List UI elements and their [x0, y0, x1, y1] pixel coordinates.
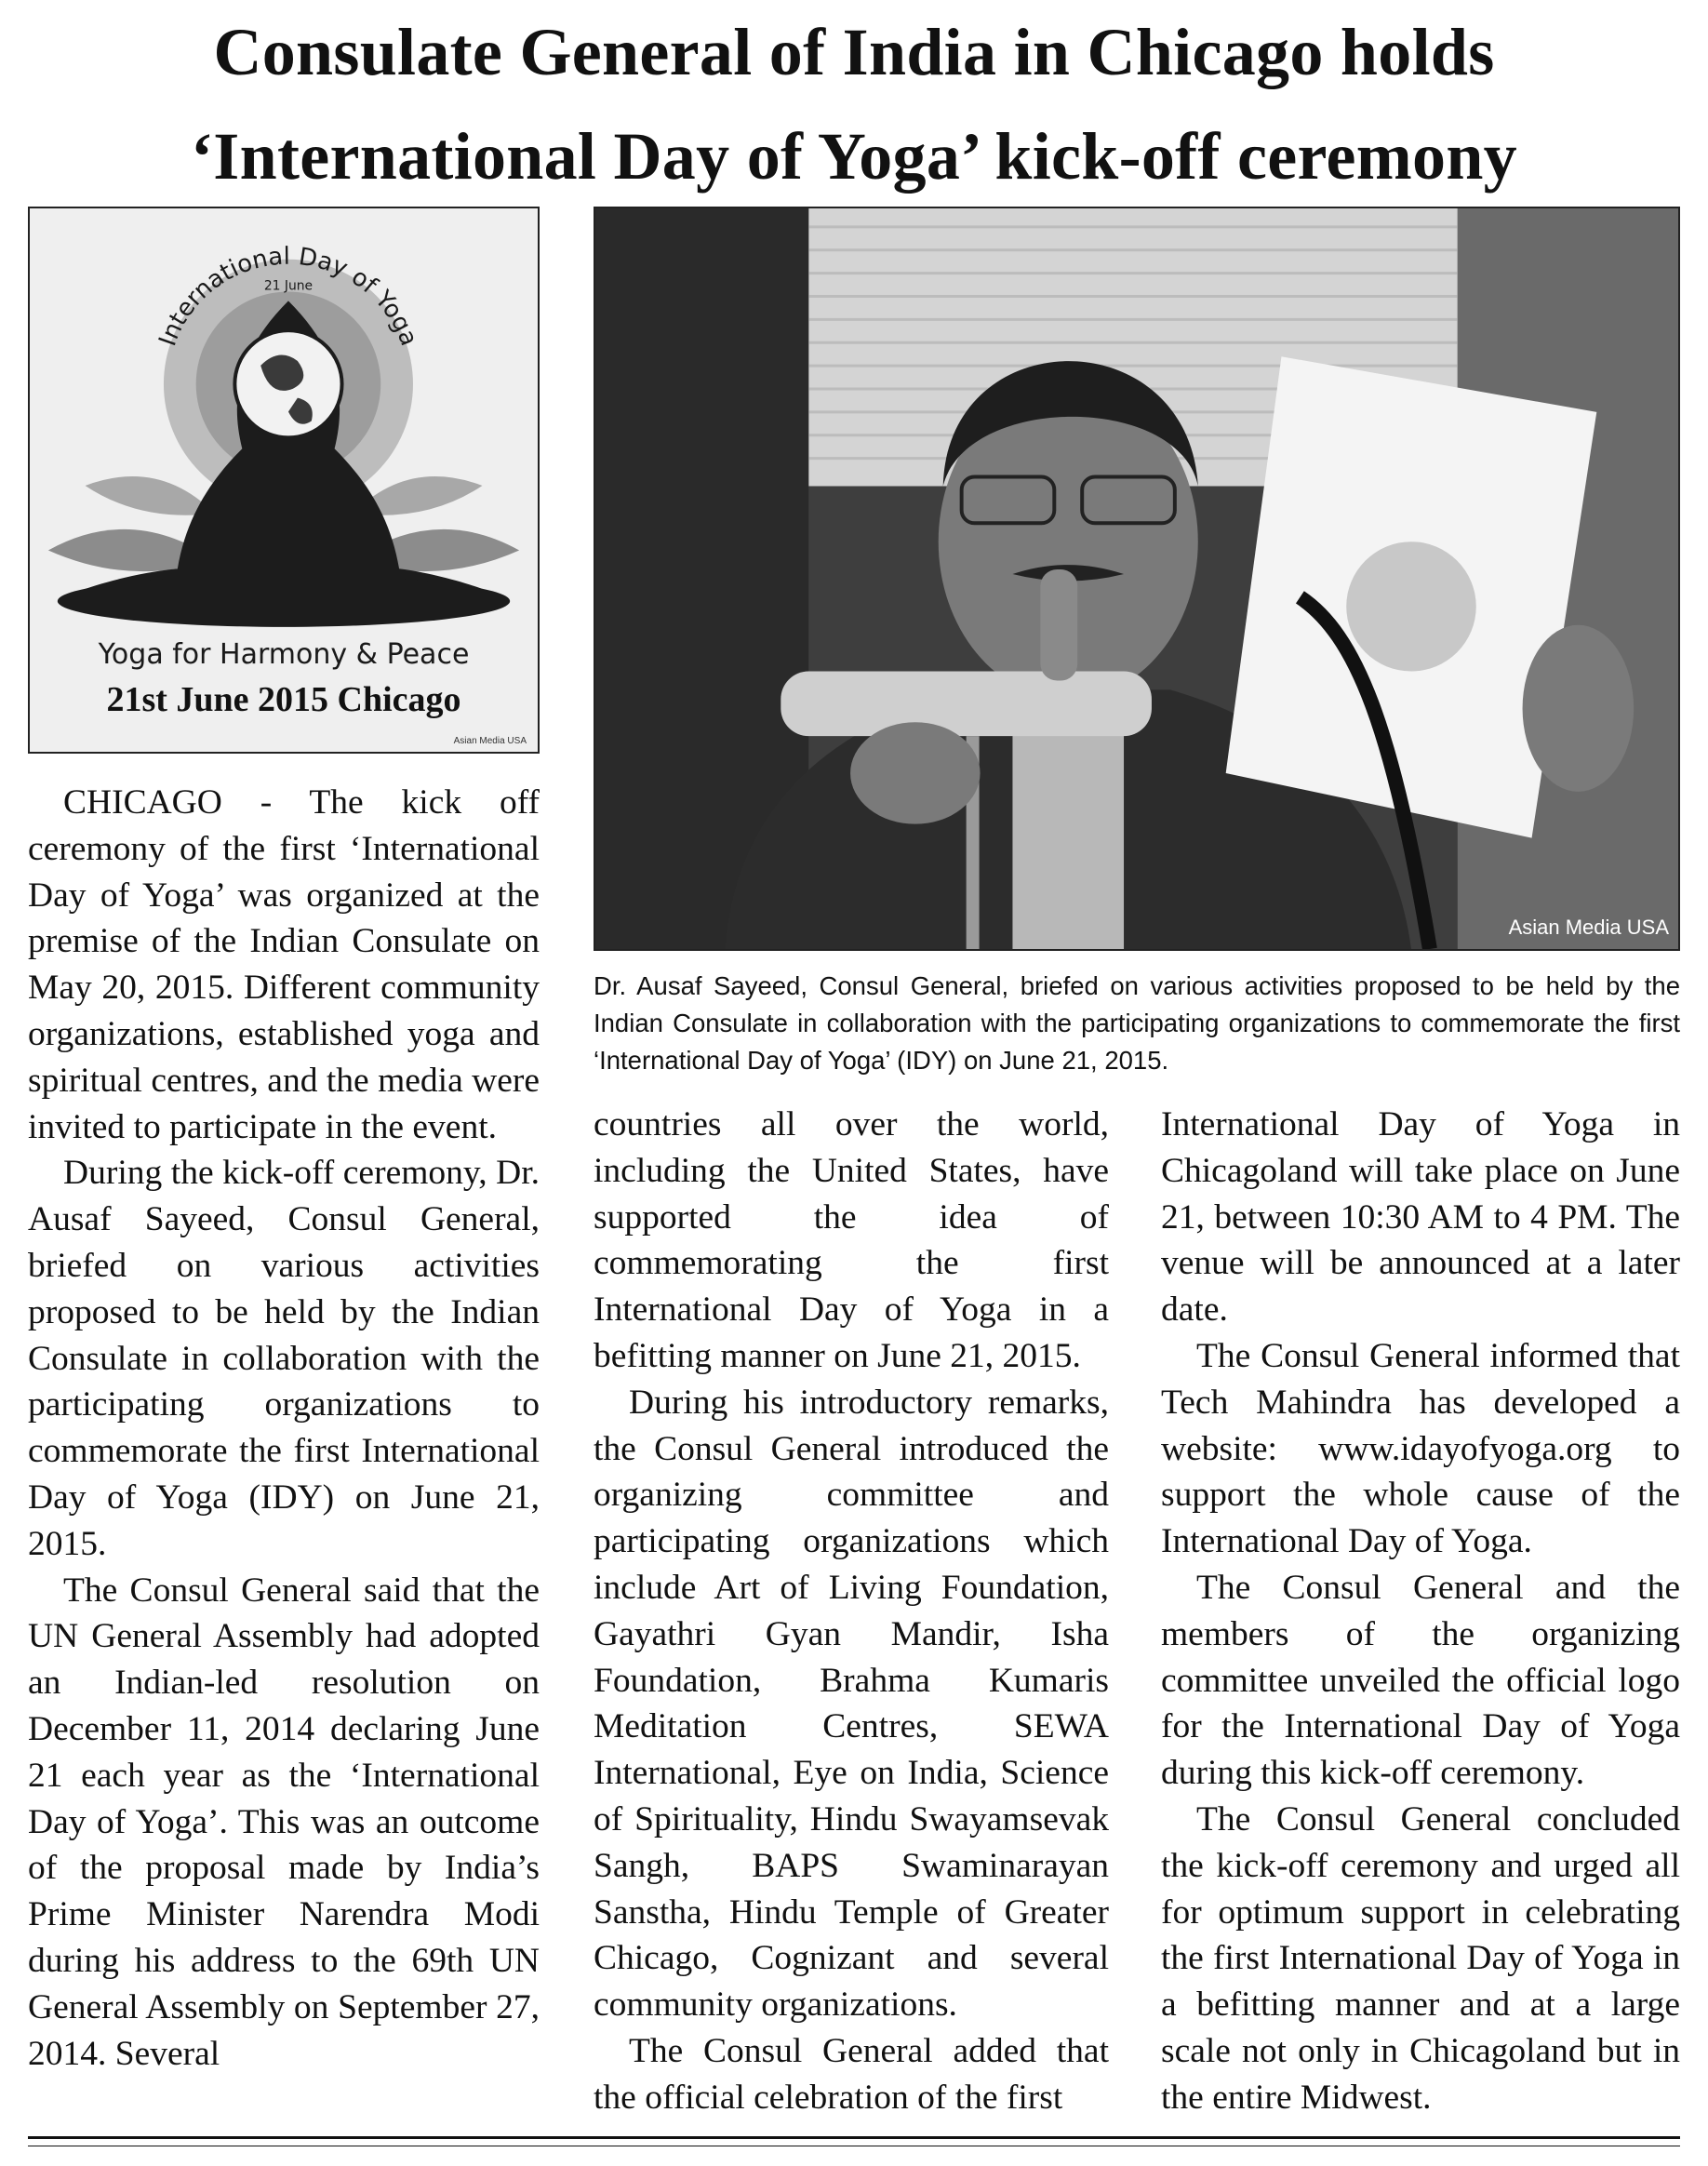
article-column-2 — [594, 1102, 1109, 2121]
svg-text:International Day of Yoga — [153, 243, 422, 350]
logo-credit: Asian Media USA — [453, 736, 527, 746]
yoga-day-logo-figure — [28, 207, 540, 754]
article-paragraph: During his introductory remarks, the Consul General introduced the organizing committee and participating organizations which include Art of Living Foundation, Gayathri Gyan Mandir, Isha Foundation, Brahma Kumaris Meditation Centres, SEWA International, Eye on India, Science of Spirituality, Hindu Swayamsevak Sangh, BAPS Swaminarayan Sanstha, Hindu Temple of Greater Chicago, Cognizant and several community organizations. — [594, 1383, 1109, 2025]
article-paragraph: During the kick-off ceremony, Dr. Ausaf Sayeed, Consul General, briefed on various activities proposed to be held by the Indian Consulate in collaboration with the participating organizations to commemorate the first International Day of Yoga (IDY) on June 21, 2015. — [28, 1154, 540, 1563]
article-column-1 — [28, 780, 540, 2077]
article-paragraph: The Consul General added that the official celebration of the first — [594, 2031, 1109, 2117]
article-paragraph: The Consul General informed that Tech Mahindra has developed a website: www.idayofyoga.org to support the whole cause of the International Day of Yoga. — [1161, 1336, 1680, 1561]
article-paragraph: countries all over the world, including the United States, have supported the idea of commemorating the first International Day of Yoga in a befitting manner on June 21, 2015. — [594, 1105, 1109, 1375]
photo-illustration — [595, 208, 1678, 949]
headline-line-1: Consulate General of India in Chicago holds — [213, 15, 1495, 89]
article-column-3 — [1161, 1102, 1680, 2121]
headline — [28, 0, 1680, 208]
logo-tagline: Yoga for Harmony & Peace — [98, 638, 470, 671]
article-paragraph: The Consul General concluded the kick-off ceremony and urged all for optimum support in celebrating the first International Day of Yoga in a befitting manner and at a large scale not only in Chicagoland but in the entire Midwest. — [1161, 1799, 1680, 2117]
article-paragraph: The Consul General and the members of the organizing committee unveiled the official logo for the International Day of Yoga during this kick-off ceremony. — [1161, 1568, 1680, 1793]
consul-general-photo — [594, 207, 1680, 951]
logo-date-text: 21 June — [263, 278, 314, 294]
headline-line-2: ‘International Day of Yoga’ kick-off ceremony — [191, 119, 1517, 194]
article-paragraph: The Consul General said that the UN General Assembly had adopted an Indian-led resolution on December 11, 2014 declaring June 21 each year as the ‘International Day of Yoga’. This was an outcome of the proposal made by India’s Prime Minister Narendra Modi during his address to the 69th UN General Assembly on September 27, 2014. Several — [28, 1571, 540, 2073]
article-paragraph: CHICAGO - The kick off ceremony of the first ‘International Day of Yoga’ was organized at the premise of the Indian Consulate on May 20, 2015. Different community organizations, established yoga and spiritual centres, and the media were invited to participate in the event. — [28, 783, 540, 1146]
bottom-rule-thick — [28, 2136, 1680, 2139]
article-paragraph: International Day of Yoga in Chicagoland will take place on June 21, between 10:30 AM to 4 PM. The venue will be announced at a later date. — [1161, 1105, 1680, 1330]
photo-credit: Asian Media USA — [1508, 916, 1669, 939]
logo-event-date: 21st June 2015 Chicago — [106, 680, 461, 719]
logo-arc-text: International Day of Yoga — [153, 242, 423, 350]
photo-caption: Dr. Ausaf Sayeed, Consul General, briefed on various activities proposed to be held by the Indian Consulate in collaboration with the participating organizations to commemorate the first ‘International Day of Yoga’ (IDY) on June 21, 2015. — [594, 971, 1680, 1075]
